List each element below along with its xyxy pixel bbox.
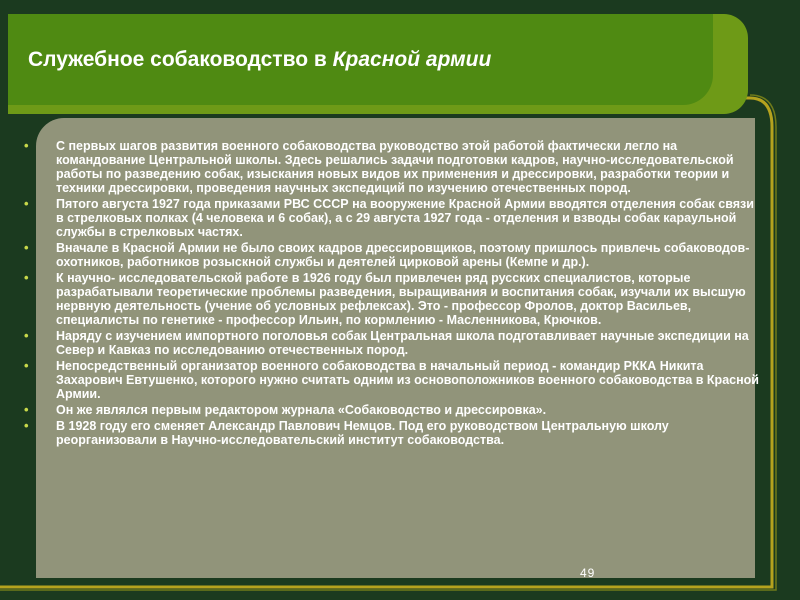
bullet-dot-icon: • [24,138,29,153]
bullet-item [24,329,764,357]
bullet-item [24,403,764,417]
bullet-list [24,139,764,449]
bullet-text: С первых шагов развития военного собаководства руководство этой работой фактически легло на командование Центральной школы. Здесь решались задачи подготовки кадров, научно-исследовательской работы по разведению собак, изыскания новых видов их применения и дрессировки, разработки теории и техники дрессировки, проведения научных экспедиций по изучению отечественных пород. [56,139,734,195]
bullet-text: Непосредственный организатор военного собаководства в начальный период - командир РККА Никита Захарович Евтушенко, которого нужно считать одним из основоположников военного собаководства в Красной Армии. [56,359,759,401]
bullet-text: Он же являлся первым редактором журнала «Собаководство и дрессировка». [56,403,547,417]
bullet-dot-icon: • [24,402,29,417]
bullet-item [24,139,764,195]
page-number: 49 [580,566,596,580]
bullet-item [24,359,764,401]
bullet-text: Наряду с изучением импортного поголовья собак Центральная школа подготавливает научные экспедиции на Север и Кавказ по исследованию отечественных пород. [56,329,749,357]
bullet-dot-icon: • [24,418,29,433]
bullet-text: К научно- исследовательской работе в 1926 году был привлечен ряд русских специалистов, которые разрабатывали теоретические проблемы разведения, выращивания и воспитания собак, изучали их высшую нервную деятельность (учение об условных рефлексах). Это - профессор Фролов, доктор Васильев, специалисты по генетике - профессор Ильин, по кормлению - Масленникова, Крючков. [56,271,746,327]
bullet-text: В 1928 году его сменяет Александр Павлович Немцов. Под его руководством Центральную школу реорганизовали в Научно-исследовательский институт собаководства. [56,419,669,447]
bullet-text: Пятого августа 1927 года приказами РВС СССР на вооружение Красной Армии вводятся отделения собак связи в стрелковых полках (4 человека и 6 собак), а с 29 августа 1927 года - отделения и взводы собак караульной службы в стрелковых частях. [56,197,754,239]
bullet-dot-icon: • [24,358,29,373]
bullet-item [24,241,764,269]
bullet-dot-icon: • [24,270,29,285]
bullet-dot-icon: • [24,328,29,343]
bullet-dot-icon: • [24,240,29,255]
slide-title [28,48,491,72]
bullet-item [24,271,764,327]
title-accent: Красной армии [332,48,492,71]
bullet-dot-icon: • [24,196,29,211]
title-main: Служебное собаководство в [28,48,333,71]
bullet-item [24,197,764,239]
bullet-item [24,419,764,447]
bullet-text: Вначале в Красной Армии не было своих кадров дрессировщиков, поэтому пришлось привлечь собаководов-охотников, работников розыскной службы и деятелей цирковой арены (Кемпе и др.). [56,241,750,269]
